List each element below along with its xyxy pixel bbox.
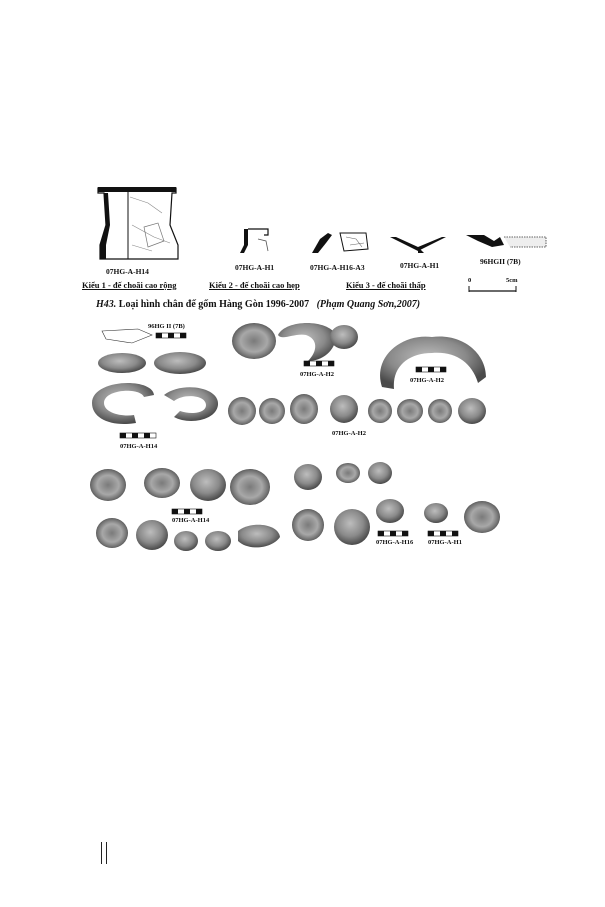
- type-label-2: Kiểu 2 - đế choãi cao hẹp: [209, 280, 300, 290]
- drawing-type1: [92, 185, 182, 263]
- figure-caption: [96, 299, 420, 310]
- drawing-label-5: 96HGII (7B): [480, 257, 521, 266]
- scale-zero: 0: [468, 277, 472, 284]
- drawing-type3-b: [464, 229, 548, 251]
- caption-author: (Phạm Quang Sơn,2007): [316, 299, 421, 310]
- photo-label-6: 07HG-A-H14: [172, 517, 210, 524]
- caption-text: Loại hình chân đế gốm Hàng Gòn 1996-2007: [118, 299, 310, 310]
- drawing-type2: [240, 227, 272, 255]
- photo-label-5: 07HG-A-H2: [332, 430, 366, 437]
- caption-number: H43.: [96, 299, 117, 310]
- scale-bar: [468, 285, 518, 293]
- drawing-label-4: 07HG-A-H1: [400, 261, 440, 270]
- drawing-label-2: 07HG-A-H1: [235, 263, 275, 272]
- photo-label-1: 96HG II (7B): [148, 323, 185, 330]
- photo-label-4: 07HG-A-H2: [410, 377, 444, 384]
- scale-checker-1: [156, 333, 186, 338]
- scale-5cm: 5cm: [506, 277, 518, 284]
- type-label-1: Kiểu 1 - đế choãi cao rộng: [82, 280, 177, 290]
- drawing-type3: [388, 233, 448, 255]
- drawing-type2-b: [310, 229, 374, 255]
- photo-label-8: 07HG-A-H1: [428, 539, 462, 546]
- figure-plate: [82, 181, 552, 566]
- photo-label-3: 07HG-A-H2: [300, 371, 334, 378]
- photo-label-2: 07HG-A-H14: [120, 443, 158, 450]
- page-margin-marker: [101, 842, 107, 864]
- photo-label-7: 07HG-A-H16: [376, 539, 414, 546]
- drawing-label-3: 07HG-A-H16-A3: [310, 263, 365, 272]
- sherd-photos: [82, 317, 552, 567]
- drawing-label-1: 07HG-A-H14: [106, 267, 149, 276]
- type-label-3: Kiểu 3 - đế choãi thấp: [346, 280, 426, 290]
